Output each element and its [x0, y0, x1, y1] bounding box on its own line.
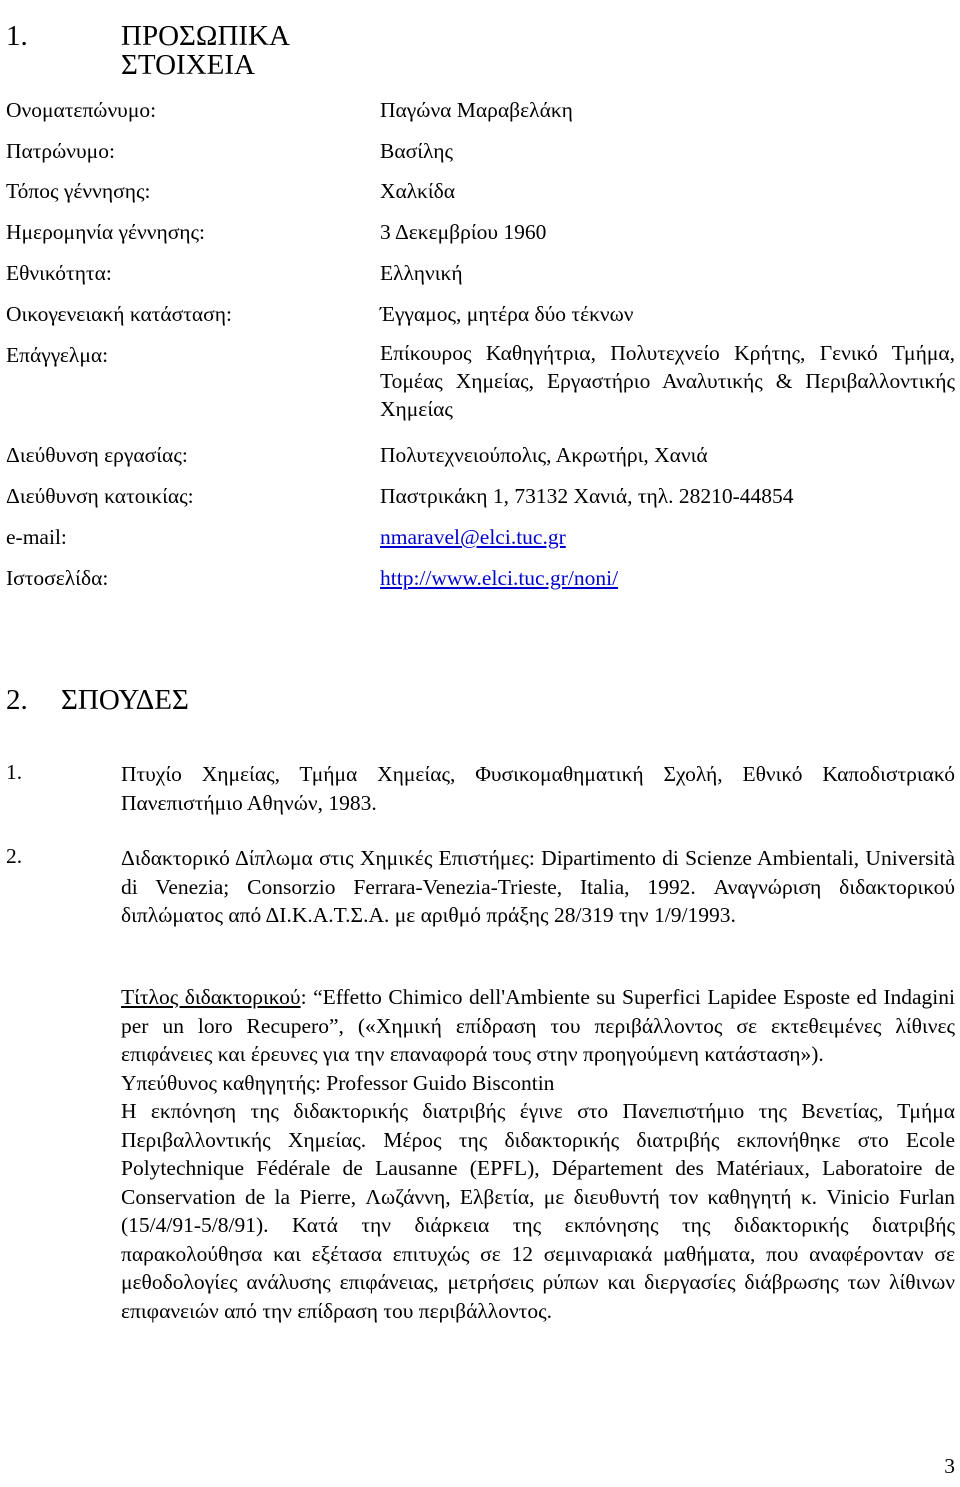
name-label: Ονοματεπώνυμο: — [6, 98, 157, 122]
section-2-title: ΣΠΟΥΔΕΣ — [61, 684, 189, 716]
home-address-value: Παστρικάκη 1, 73132 Χανιά, τηλ. 28210-44854 — [380, 484, 794, 508]
study-item-2-text: Διδακτορικό Δίπλωμα στις Χημικές Επιστήμες: Dipartimento di Scienze Ambientali, Università di Venezia; Consorzio Ferrara-Venezia-Trieste, Italia, 1992. Αναγνώριση διδακτορικού διπλώματος από ΔΙ.Κ.Α.Τ.Σ.Α. με αριθμό πράξης 28/319 την 1/9/1993. — [121, 846, 955, 927]
study-item-1-text: Πτυχίο Χημείας, Τμήμα Χημείας, Φυσικομαθηματική Σχολή, Εθνικό Καποδιστριακό Πανεπιστήμιο Αθηνών, 1983. — [121, 762, 955, 815]
birthdate-value: 3 Δεκεμβρίου 1960 — [380, 220, 547, 244]
thesis-block — [121, 983, 955, 1325]
birthdate-label: Ημερομηνία γέννησης: — [6, 220, 206, 244]
thesis-details: Η εκπόνηση της διδακτορικής διατριβής έγινε στο Πανεπιστήμιο της Βενετίας, Τμήμα Περιβαλλοντικής Χημείας. Μέρος της διδακτορικής διατριβής εκπονήθηκε στο Ecole Polytechnique Fédérale de Lausanne (EPFL), Département des Matériaux, Laboratoire de Conservation de la Pierre, Λωζάννη, Ελβετία, με διευθυντή τον καθηγητή κ. Vinicio Furlan (15/4/91-5/8/91). Κατά την διάρκεια της εκπόνησης της διδακτορικής διατριβής παρακολούθησα και εξέτασα επιτυχώς σε 12 σεμιναριακά μαθήματα, που αναφέρονταν σε μεθοδολογίες ανάλυσης επιφάνειας, μετρήσεις ρύπων και διεργασίες διάβρωσης των λίθινων επιφανειών από την επίδραση του περιβάλλοντος. — [121, 1099, 955, 1323]
work-address-label: Διεύθυνση εργασίας: — [6, 443, 188, 467]
thesis-title-paragraph — [121, 983, 955, 1069]
section-2-number: 2. — [6, 684, 28, 716]
father-label: Πατρώνυμο: — [6, 139, 115, 163]
profession-value: Επίκουρος Καθηγήτρια, Πολυτεχνείο Κρήτης, Γενικό Τμήμα, Τομέας Χημείας, Εργαστήριο Αναλυτικής & Περιβαλλοντικής Χημείας — [380, 341, 955, 421]
family-status-value: Έγγαμος, μητέρα δύο τέκνων — [380, 302, 634, 326]
name-value: Παγώνα Μαραβελάκη — [380, 98, 573, 122]
section-1-heading — [6, 20, 289, 81]
study-item-2-number: 2. — [6, 844, 23, 868]
father-value: Βασίλης — [380, 139, 453, 163]
birthplace-value: Χαλκίδα — [380, 179, 456, 203]
home-address-label: Διεύθυνση κατοικίας: — [6, 484, 194, 508]
website-label: Ιστοσελίδα: — [6, 566, 109, 590]
section-1-title: ΠΡΟΣΩΠΙΚΑ ΣΤΟΙΧΕΙΑ — [121, 20, 289, 81]
section-2-heading — [6, 684, 189, 716]
page-number: 3 — [944, 1454, 955, 1478]
website-link[interactable]: http://www.elci.tuc.gr/noni/ — [380, 566, 619, 590]
work-address-value: Πολυτεχνειούπολις, Ακρωτήρι, Χανιά — [380, 443, 708, 467]
nationality-value: Ελληνική — [380, 261, 463, 285]
email-label: e-mail: — [6, 525, 67, 549]
profession-label: Επάγγελμα: — [6, 343, 109, 367]
thesis-title-text: : “Effetto Chimico dell'Ambiente su Superfici Lapidee Esposte ed Indagini per un loro Recupero”, («Χημική επίδραση του περιβάλλοντος σε εκτεθειμένες λίθινες επιφάνειες και έρευνες για την επαναφορά τους στην προηγούμενη κατάσταση»). — [121, 985, 955, 1066]
section-1-number: 1. — [6, 20, 28, 52]
study-item-1-number: 1. — [6, 760, 23, 784]
nationality-label: Εθνικότητα: — [6, 261, 112, 285]
birthplace-label: Τόπος γέννησης: — [6, 179, 151, 203]
email-link[interactable]: nmaravel@elci.tuc.gr — [380, 525, 566, 549]
family-status-label: Οικογενειακή κατάσταση: — [6, 302, 232, 326]
thesis-title-label: Τίτλος διδακτορικού — [121, 985, 301, 1009]
supervisor-line: Υπεύθυνος καθηγητής: Professor Guido Biscontin — [121, 1070, 555, 1095]
